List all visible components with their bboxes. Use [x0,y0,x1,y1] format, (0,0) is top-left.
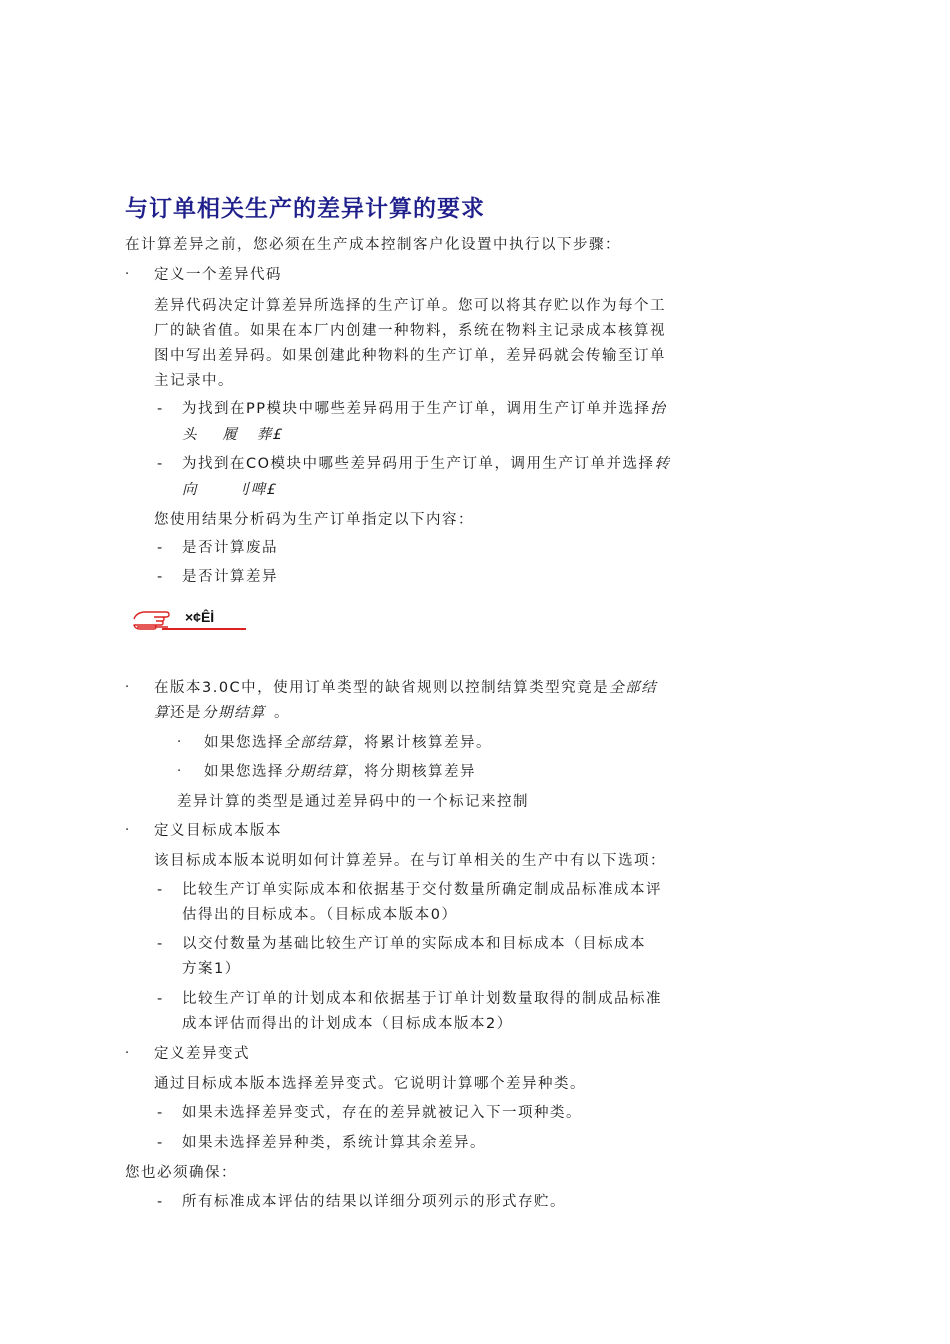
s2-sub-2-italic: 分期结算 [284,764,348,780]
note-box [132,603,246,631]
s1-dash-item-co [182,454,671,474]
s2-line-2-italic-b: 分期结算 [202,705,266,721]
s2-sub-1-italic: 全部结算 [284,735,348,751]
s3-dash-1-line-2: 估得出的目标成本。（目标成本版本0） [182,907,458,923]
bullet-dot: · [125,267,131,282]
dash-marker: - [157,1135,164,1151]
s2-line-2-italic-a: 算 [154,705,170,721]
s2-paragraph: 差异计算的类型是通过差异码中的一个标记来控制 [177,794,529,810]
s1-dash-pp-path: 头 履 葬£ [182,427,284,443]
dash-marker: - [157,1194,164,1210]
s1-dash-variance: 是否计算差异 [182,569,278,585]
s2-line-1-italic: 全部结 [609,680,658,696]
s2-sub-1 [204,733,492,753]
note-label: ×¢Êİ [185,609,215,625]
s1-dash-pp-italic: 抬 [650,401,667,417]
dash-marker: - [157,540,164,556]
s3-paragraph: 该目标成本版本说明如何计算差异。在与订单相关的生产中有以下选项： [154,853,666,869]
s3-dash-2-line-2: 方案1） [182,961,241,977]
page-title: 与订单相关生产的差异计算的要求 [125,195,485,222]
s1-dash-scrap: 是否计算废品 [182,540,278,556]
s3-dash-1-line-1: 比较生产订单实际成本和依据基于交付数量所确定制成品标准成本评 [182,882,662,898]
note-underline [162,628,246,630]
bullet-dot: · [177,764,183,779]
dash-marker: - [157,456,164,472]
s1-paragraph-line: 主记录中。 [154,373,234,389]
bullet-dot: · [125,823,131,838]
s4-paragraph: 通过目标成本版本选择差异变式。它说明计算哪个差异种类。 [154,1076,586,1092]
s2-line-2-text: 还是 [170,705,202,721]
bullet-dot: · [125,680,131,695]
s1-dash-co-text: 为找到在CO模块中哪些差异码用于生产订单，调用生产订单并选择 [182,456,655,472]
ensure-paragraph: 您也必须确保： [125,1165,237,1181]
bullet-dot: · [177,735,183,750]
s1-dash-pp-text: 为找到在PP模块中哪些差异码用于生产订单，调用生产订单并选择 [182,401,651,417]
s3-dash-3-line-2: 成本评估而得出的计划成本（目标成本版本2） [182,1016,513,1032]
bullet-dot: · [125,1046,131,1061]
dash-marker: - [157,401,164,417]
s3-heading: 定义目标成本版本 [154,823,282,839]
s2-line-2 [154,703,290,723]
s1-dash-item-pp [182,399,667,419]
s2-sub-1-a: 如果您选择 [204,735,284,751]
s1-heading: 定义一个差异代码 [154,267,282,283]
dash-marker: - [157,882,164,898]
dash-marker: - [157,991,164,1007]
s1-paragraph-2: 您使用结果分析码为生产订单指定以下内容： [154,512,474,528]
pointing-hand-icon [132,603,172,631]
s2-sub-2-c: ，将分期核算差异 [348,764,476,780]
dash-marker: - [157,569,164,585]
s4-heading: 定义差异变式 [154,1046,250,1062]
s1-paragraph-line: 图中写出差异码。如果创建此种物料的生产订单，差异码就会传输至订单 [154,348,666,364]
s3-dash-3-line-1: 比较生产订单的计划成本和依据基于订单计划数量取得的制成品标准 [182,991,662,1007]
s1-paragraph-line: 厂的缺省值。如果在本厂内创建一种物料，系统在物料主记录成本核算视 [154,323,666,339]
ensure-dash-1: 所有标准成本评估的结果以详细分项列示的形式存贮。 [182,1194,566,1210]
s2-line-1 [154,678,657,698]
s2-line-1-text: 在版本3.0C中，使用订单类型的缺省规则以控制结算类型究竟是 [154,680,610,696]
s2-sub-1-c: ，将累计核算差异。 [348,735,492,751]
dash-marker: - [157,936,164,952]
s1-dash-co-path: 向 刂啤£ [182,482,278,498]
s1-dash-co-italic: 转 [654,456,671,472]
s2-line-2-period: 。 [274,705,290,721]
s4-dash-1: 如果未选择差异变式，存在的差异就被记入下一项种类。 [182,1105,582,1121]
s2-sub-2-a: 如果您选择 [204,764,284,780]
s2-sub-2 [204,762,476,782]
s4-dash-2: 如果未选择差异种类，系统计算其余差异。 [182,1135,486,1151]
dash-marker: - [157,1105,164,1121]
intro-text: 在计算差异之前，您必须在生产成本控制客户化设置中执行以下步骤： [125,237,621,253]
s3-dash-2-line-1: 以交付数量为基础比较生产订单的实际成本和目标成本（目标成本 [182,936,646,952]
s1-paragraph-line: 差异代码决定计算差异所选择的生产订单。您可以将其存贮以作为每个工 [154,298,666,314]
